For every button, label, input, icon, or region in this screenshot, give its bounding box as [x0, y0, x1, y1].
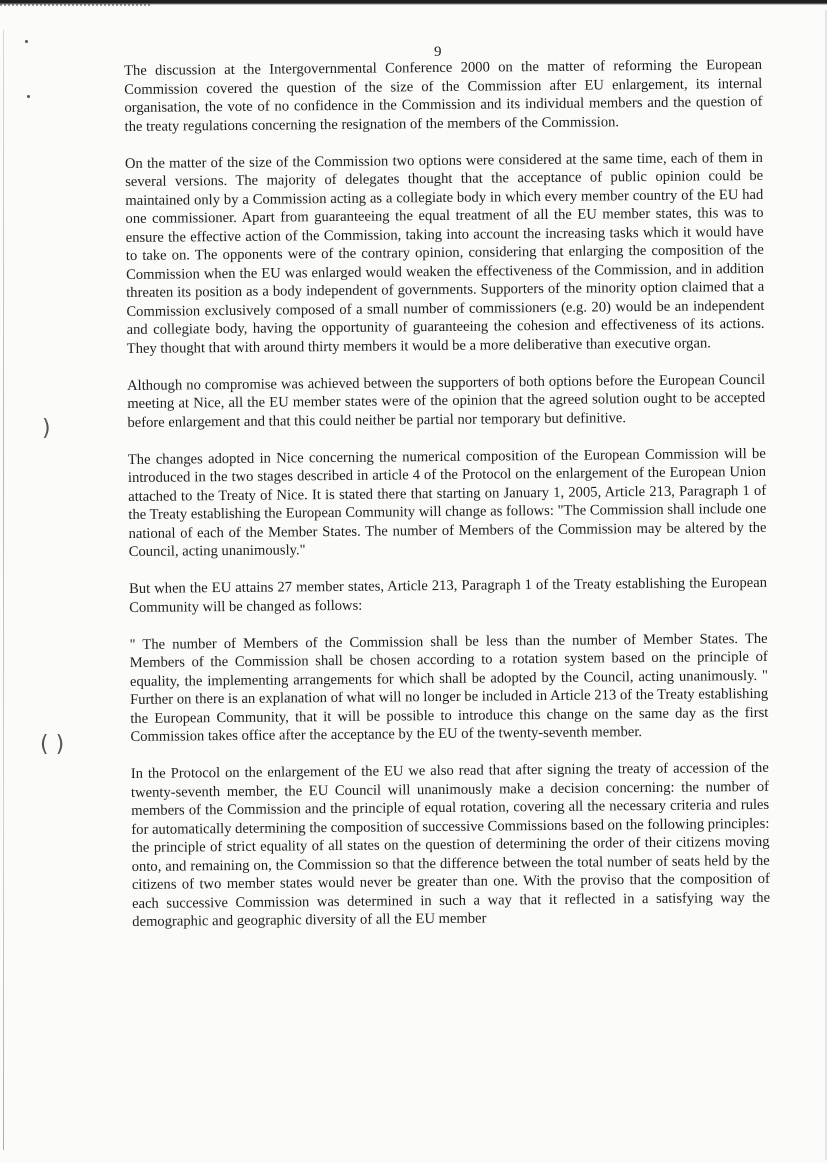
- paragraph: The discussion at the Intergovernmental Conference 2000 on the matter of reforming the European Commission covered the question of the size of the Commission after EU enlargement, its internal organisation, the vote of no confidence in the Commission and its individual members and the question of the treaty regulations concerning the resignation of the members of the Commission.: [124, 56, 763, 135]
- document-body: [124, 56, 770, 950]
- paragraph: On the matter of the size of the Commission two options were considered at the same time, each of them in several versions. The majority of delegates thought that the acceptance of public opinion could be maintained only by a Commission acting as a collegiate body in which every member country of the EU had one commissioner. Apart from guaranteeing the equal treatment of all the EU member states, this was to ensure the effective action of the Commission, taking into account the increasing tasks which it would have to take on. The opponents were of the contrary opinion, considering that enlarging the composition of the Commission when the EU was enlarged would weaken the effectiveness of the Commission, and in addition threaten its position as a body independent of governments. Supporters of the minority option claimed that a Commission exclusively composed of a small number of commissioners (e.g. 20) would be an independent and collegiate body, having the opportunity of guaranteeing the cohesion and effectiveness of its actions. They thought that with around thirty members it would be a more deliberative than executive organ.: [124, 149, 765, 357]
- paragraph: The changes adopted in Nice concerning the numerical composition of the European Commission will be introduced in the two stages described in article 4 of the Protocol on the enlargement of the European Union attached to the Treaty of Nice. It is stated there that starting on January 1, 2005, Article 213, Paragraph 1 of the Treaty establishing the European Community will change as follows: "The Commission shall include one national of each of the Member States. The number of Members of the Commission may be altered by the Council, acting unanimously.": [127, 445, 767, 560]
- punch-hole-mark: ( ): [40, 732, 65, 757]
- scan-left-edge: [3, 30, 4, 1150]
- paragraph: In the Protocol on the enlargement of the EU we also read that after signing the treaty of accession of the twenty-seventh member, the EU Council will unanimously make a decision concerning: the number of members of the Commission and the principle of equal rotation, covering all the necessary criteria and rules for automatically determining the composition of successive Commissions based on the following principles: the principle of strict equality of all states on the question of determining the order of their citizens moving onto, and remaining on, the Commission so that the difference between the total number of seats held by the citizens of two member states would never be greater than one. With the proviso that the composition of each successive Commission was determined in such a way that it reflected in a satisfying way the demographic and geographic diversity of all the EU member: [130, 759, 771, 930]
- page-number: 9: [434, 44, 442, 60]
- scan-speck: [25, 40, 28, 43]
- scan-noise: [0, 3, 150, 6]
- punch-hole-mark: ): [42, 416, 51, 441]
- paragraph: " The number of Members of the Commission shall be less than the number of Member States. The Members of the Commission shall be chosen according to a rotation system based on the principle of equality, the implementing arrangements for which shall be adopted by the Council, acting unanimously. " Further on there is an explanation of what will no longer be included in Article 213 of the Treaty establishing the European Community, that it will be possible to introduce this change on the same day as the first Commission takes office after the acceptance by the EU of the twenty-seventh member.: [129, 630, 769, 745]
- scan-speck: [27, 95, 30, 98]
- paragraph: Although no compromise was achieved between the supporters of both options before the European Council meeting at Nice, all the EU member states were of the opinion that the agreed solution ought to be accepted before enlargement and that this could neither be partial nor temporary but definitive.: [127, 371, 766, 431]
- paragraph: But when the EU attains 27 member states, Article 213, Paragraph 1 of the Treaty establishing the European Community will be changed as follows:: [128, 574, 768, 616]
